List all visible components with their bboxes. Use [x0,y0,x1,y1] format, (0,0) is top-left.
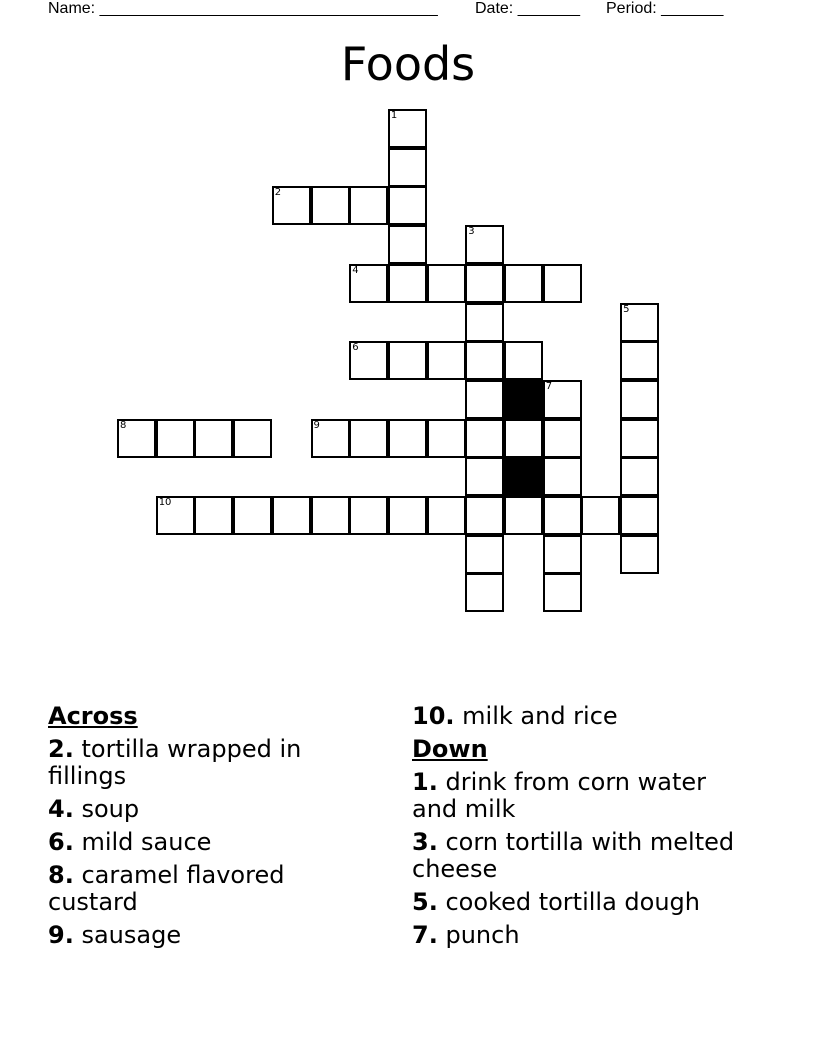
crossword-cell[interactable] [311,186,350,225]
crossword-cell[interactable] [272,186,311,225]
crossword-cell[interactable] [194,496,233,535]
crossword-cell[interactable] [581,496,620,535]
clue-number: 1 [390,110,398,121]
crossword-cell[interactable] [311,419,350,458]
clue-number: 6 [352,342,359,354]
down-clue: 3. corn tortilla with melted cheese [412,828,735,883]
crossword-cell[interactable] [620,341,659,380]
crossword-cell[interactable] [504,419,543,458]
crossword-cell[interactable] [233,419,272,458]
across-clue: 9. sausage [48,921,182,949]
crossword-cell[interactable] [156,496,195,535]
across-clue: 10. milk and rice [412,702,618,730]
page-title: Foods [340,37,476,91]
clue-number: 10 [158,497,172,508]
crossword-cell[interactable] [349,419,388,458]
crossword-cell[interactable] [117,419,156,458]
period-field-label: Period: _______ [606,0,724,17]
down-clue: 1. drink from corn water and milk [412,768,706,823]
crossword-cell[interactable] [620,303,659,342]
crossword-cell[interactable] [504,341,543,380]
clue-number: 4 [352,264,359,276]
across-clue: 6. mild sauce [48,828,212,856]
crossword-cell[interactable] [543,496,582,535]
crossword-cell[interactable] [388,148,427,187]
crossword-cell[interactable] [311,496,350,535]
crossword-cell[interactable] [465,225,504,264]
across-clue: 2. tortilla wrapped in fillings [48,735,302,790]
crossword-cell[interactable] [272,496,311,535]
crossword-cell[interactable] [543,264,582,303]
across-clue: 4. soup [48,795,140,823]
crossword-cell[interactable] [620,535,659,574]
crossword-cell[interactable] [465,573,504,612]
clue-number: 8 [120,419,127,431]
crossword-cell[interactable] [427,264,466,303]
crossword-cell[interactable] [543,457,582,496]
crossword-cell[interactable] [465,535,504,574]
crossword-cell[interactable] [465,457,504,496]
crossword-cell[interactable] [465,303,504,342]
across-clue: 8. caramel flavored custard [48,861,285,916]
crossword-cell[interactable] [543,380,582,419]
crossword-cell[interactable] [388,419,427,458]
name-field-label: Name: ______________________________________ [48,0,438,17]
crossword-cell[interactable] [349,264,388,303]
crossword-cell[interactable] [620,496,659,535]
crossword-cell[interactable] [465,419,504,458]
crossword-cell[interactable] [427,496,466,535]
clues-left-column [48,703,358,955]
crossword-cell[interactable] [156,419,195,458]
clue-number: 2 [274,187,282,199]
clue-number: 7 [545,380,553,392]
down-clue: 5. cooked tortilla dough [412,888,700,916]
crossword-cell[interactable] [388,109,427,148]
clue-number: 5 [623,303,630,315]
crossword-cell[interactable] [543,419,582,458]
date-field-label: Date: _______ [475,0,580,17]
crossword-cell[interactable] [427,341,466,380]
crossword-cell[interactable] [543,573,582,612]
crossword-cell[interactable] [388,264,427,303]
crossword-cell[interactable] [543,535,582,574]
crossword-cell[interactable] [504,496,543,535]
across-heading: Across [48,702,138,730]
crossword-cell[interactable] [620,380,659,419]
clue-number: 3 [468,226,475,238]
clue-number: 9 [313,419,320,431]
crossword-cell[interactable] [465,380,504,419]
crossword-cell[interactable] [465,496,504,535]
crossword-cell[interactable] [388,496,427,535]
crossword-cell[interactable] [388,186,427,225]
crossword-block [504,380,543,419]
crossword-cell[interactable] [349,341,388,380]
crossword-cell[interactable] [465,264,504,303]
crossword-cell[interactable] [388,225,427,264]
crossword-cell[interactable] [504,264,543,303]
down-clue: 7. punch [412,921,520,949]
crossword-block [504,457,543,496]
clues-right-column [412,703,752,955]
crossword-cell[interactable] [388,341,427,380]
crossword-cell[interactable] [620,419,659,458]
down-heading: Down [412,735,488,763]
crossword-cell[interactable] [620,457,659,496]
crossword-cell[interactable] [349,186,388,225]
crossword-cell[interactable] [233,496,272,535]
crossword-cell[interactable] [349,496,388,535]
crossword-cell[interactable] [427,419,466,458]
crossword-cell[interactable] [465,341,504,380]
crossword-cell[interactable] [194,419,233,458]
